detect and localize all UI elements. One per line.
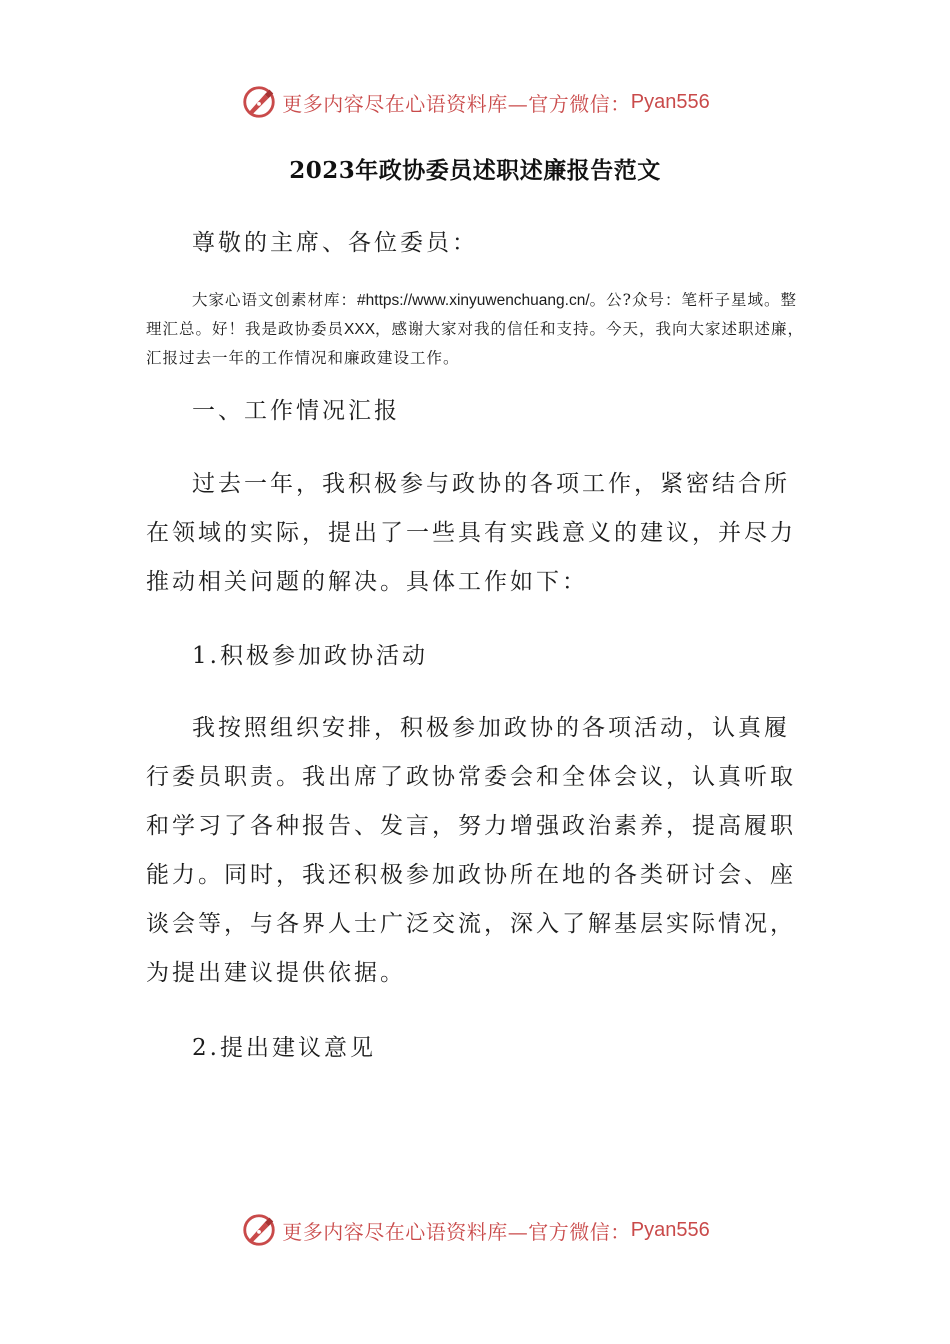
banner-wechat-id: Pyan556 [630,90,710,113]
document-title: 2023年政协委员述职述廉报告范文 [289,157,661,184]
note-part-2: 。公?众号：笔杆子星域。整理汇总。好！我是政协委员 [146,291,797,338]
item-1-body: 我按照组织安排，积极参加政协的各项活动，认真履行委员职责。我出席了政协常委会和全体会议，认真听取和学习了各种报告、发言，努力增强政治素养，提高履职能力。同时，我还积极参加政协所在地的各类研讨会、座谈会等，与各界人士广泛交流，深入了解基层实际情况，为提出建议提供依据。 [146,715,796,986]
intro-note [146,286,806,372]
note-part-3: ，感谢大家对我的信任和支持。今天，我向大家述职述廉，汇报过去一年的工作情况和廉政建设工作。 [146,320,805,367]
item-2-heading: 2.提出建议意见 [192,1035,376,1061]
note-name: XXX [344,321,376,338]
greeting: 尊敬的主席、各位委员： [192,230,478,256]
section-heading: 一、工作情况汇报 [192,398,400,424]
pen-nib-logo-icon [240,83,278,121]
banner-text: 更多内容尽在心语资料库—官方微信： [282,91,631,116]
item-1-heading: 1.积极参加政协活动 [192,643,428,669]
banner-wechat-id: Pyan556 [630,1218,710,1241]
pen-nib-logo-icon [240,1211,278,1249]
banner-text: 更多内容尽在心语资料库—官方微信： [282,1219,631,1244]
header-banner [0,80,950,124]
note-url: #https://www.xinyuwenchuang.cn/ [357,292,590,309]
footer-banner [0,1208,950,1252]
note-part-1: 大家心语文创素材库： [192,291,358,309]
section-intro-paragraph: 过去一年，我积极参与政协的各项工作，紧密结合所在领域的实际，提出了一些具有实践意义的建议，并尽力推动相关问题的解决。具体工作如下： [146,471,796,595]
